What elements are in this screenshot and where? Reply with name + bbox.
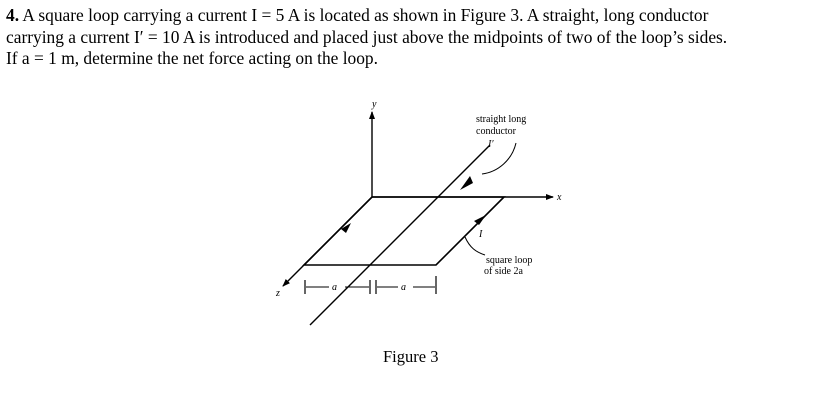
problem-line-3: If a = 1 m, determine the net force acting on the loop.: [6, 48, 378, 68]
dimension-a-right: [376, 276, 436, 294]
loop-current-arrow-left: [341, 223, 351, 233]
problem-line-2: carrying a current I′ = 10 A is introduced and placed just above the midpoints of two of the loop’s sides.: [6, 26, 728, 47]
loop-label-line1: square loop: [486, 255, 533, 266]
figure-caption: Figure 3: [383, 347, 439, 366]
conductor-label-line1: straight long: [476, 114, 527, 125]
x-axis-label: x: [557, 192, 562, 203]
problem-number: 4.: [6, 5, 20, 25]
problem-text-1: A square loop carrying a current I = 5 A is located as shown in Figure 3. A straight, long conductor: [19, 5, 709, 25]
y-axis-label: y: [372, 99, 377, 110]
conductor-current-arrow: [460, 176, 473, 190]
conductor-current-label: I′: [488, 139, 494, 150]
dimension-a-left-label: a: [332, 282, 337, 293]
dimension-a-left: [305, 280, 370, 294]
loop-label-line2: of side 2a: [484, 266, 523, 277]
loop-current-arrow-right: [474, 215, 486, 225]
dimension-a-right-label: a: [401, 282, 406, 293]
loop-current-label: I: [479, 229, 483, 240]
conductor-label-line2: conductor: [476, 126, 516, 137]
straight-long-conductor: [310, 145, 490, 325]
z-axis-label: z: [276, 288, 280, 299]
